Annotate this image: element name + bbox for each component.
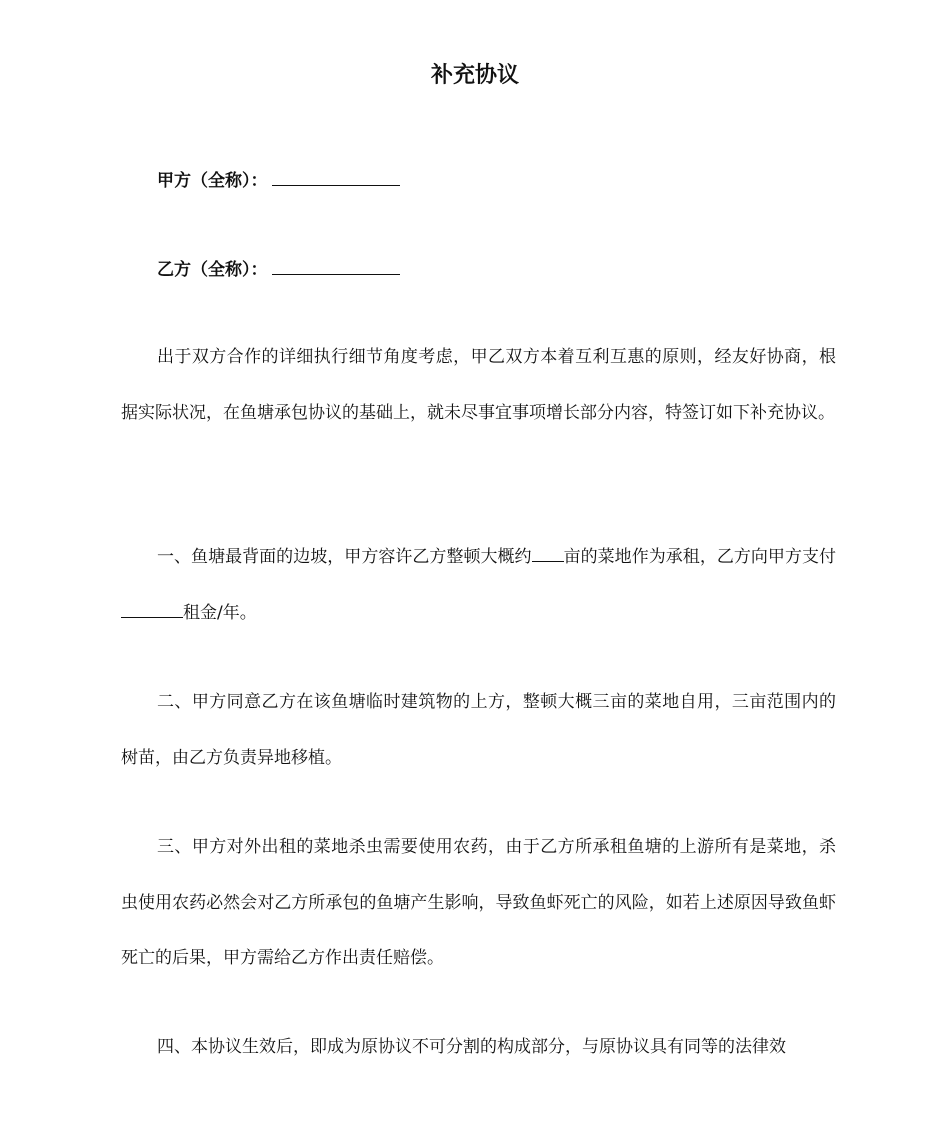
- party-b-line: [157, 256, 400, 283]
- clause-1-text-c: 租金/年。: [183, 602, 257, 623]
- document-title: 补充协议: [430, 63, 519, 88]
- party-a-blank[interactable]: [272, 167, 400, 186]
- clause-2: 二、甲方同意乙方在该鱼塘临时建筑物的上方，整顿大概三亩的菜地自用，三亩范围内的树苗，由乙方负责异地移植。: [121, 692, 836, 768]
- rent-blank[interactable]: [121, 601, 183, 618]
- party-b-blank[interactable]: [272, 256, 400, 275]
- party-b-label: 乙方（全称）：: [157, 260, 268, 280]
- party-a-label: 甲方（全称）：: [157, 171, 268, 191]
- party-a-line: [157, 167, 400, 194]
- clause-1-text-b: 亩的菜地作为承租，乙方向甲方支付: [563, 547, 836, 567]
- clause-1: [121, 530, 836, 641]
- clause-4: 四、本协议生效后，即成为原协议不可分割的构成部分，与原协议具有同等的法律效: [157, 1037, 786, 1057]
- area-blank[interactable]: [532, 545, 564, 562]
- intro-paragraph: 出于双方合作的详细执行细节角度考虑，甲乙双方本着互利互惠的原则，经友好协商，根据实际状况，在鱼塘承包协议的基础上，就未尽事宜事项增长部分内容，特签订如下补充协议。: [121, 347, 836, 423]
- clause-1-text-a: 一、鱼塘最背面的边坡，甲方容许乙方整顿大概约: [157, 547, 532, 567]
- clause-3: 三、甲方对外出租的菜地杀虫需要使用农药，由于乙方所承租鱼塘的上游所有是菜地，杀虫使用农药必然会对乙方所承包的鱼塘产生影响，导致鱼虾死亡的风险，如若上述原因导致鱼虾死亡的后果，甲方需给乙方作出责任赔偿。: [121, 837, 836, 968]
